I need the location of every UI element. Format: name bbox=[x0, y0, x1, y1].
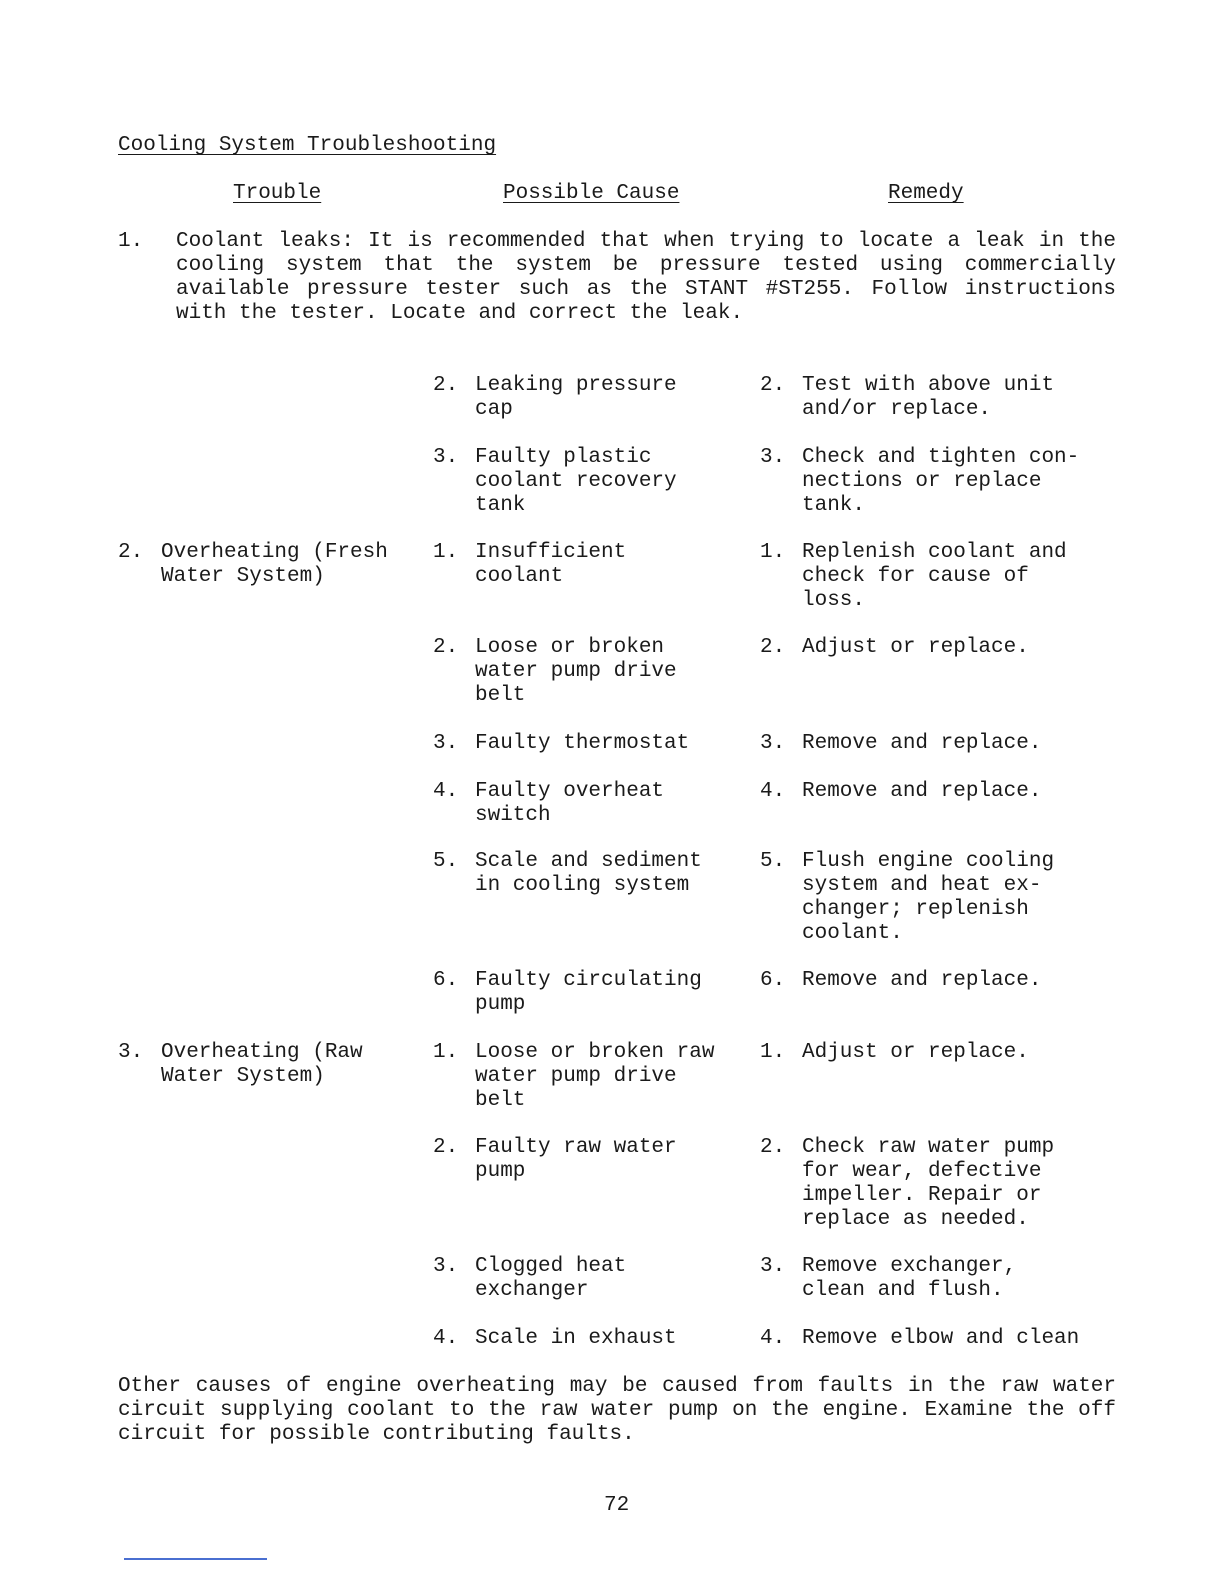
cause-number: 2. bbox=[433, 374, 459, 397]
trouble-2-description: Overheating (Fresh Water System) bbox=[161, 541, 388, 588]
cause-number: 2. bbox=[433, 636, 459, 659]
remedy-number: 3. bbox=[760, 1255, 786, 1278]
cause-number: 2. bbox=[433, 1136, 459, 1159]
remedy-text: Check raw water pump for wear, defective impeller. Repair or replace as needed. bbox=[802, 1136, 1055, 1231]
cause-number: 3. bbox=[433, 1255, 459, 1278]
remedy-text: Flush engine cooling system and heat ex- changer; replenish coolant. bbox=[802, 850, 1055, 945]
remedy-number: 6. bbox=[760, 969, 786, 992]
remedy-number: 2. bbox=[760, 636, 786, 659]
remedy-text: Remove elbow and clean bbox=[802, 1327, 1080, 1350]
page-number: 72 bbox=[604, 1494, 630, 1517]
cause-text: Insufficient coolant bbox=[475, 541, 627, 588]
remedy-text: Remove exchanger, clean and flush. bbox=[802, 1255, 1017, 1302]
cause-text: Scale in exhaust bbox=[475, 1327, 677, 1350]
cause-text: Faulty raw water pump bbox=[475, 1136, 677, 1183]
trouble-2-number: 2. bbox=[118, 541, 144, 564]
cause-text: Loose or broken water pump drive belt bbox=[475, 636, 677, 707]
remedy-number: 5. bbox=[760, 850, 786, 873]
cause-text: Leaking pressure cap bbox=[475, 374, 677, 421]
cause-text: Scale and sediment in cooling system bbox=[475, 850, 702, 897]
cause-number: 1. bbox=[433, 541, 459, 564]
remedy-text: Check and tighten con- nections or replace tank. bbox=[802, 446, 1080, 517]
bottom-rule bbox=[124, 1558, 267, 1560]
remedy-text: Remove and replace. bbox=[802, 969, 1042, 992]
remedy-text: Adjust or replace. bbox=[802, 1041, 1029, 1064]
header-trouble: Trouble bbox=[233, 182, 322, 205]
remedy-text: Adjust or replace. bbox=[802, 636, 1029, 659]
trouble-1-number: 1. bbox=[118, 230, 144, 253]
trouble-3-description: Overheating (Raw Water System) bbox=[161, 1041, 363, 1088]
remedy-number: 2. bbox=[760, 1136, 786, 1159]
header-remedy: Remedy bbox=[888, 182, 964, 205]
cause-text: Loose or broken raw water pump drive belt bbox=[475, 1041, 715, 1112]
remedy-number: 4. bbox=[760, 780, 786, 803]
remedy-number: 1. bbox=[760, 1041, 786, 1064]
remedy-number: 1. bbox=[760, 541, 786, 564]
cause-text: Faulty plastic coolant recovery tank bbox=[475, 446, 677, 517]
remedy-text: Test with above unit and/or replace. bbox=[802, 374, 1055, 421]
cause-number: 4. bbox=[433, 1327, 459, 1350]
remedy-number: 3. bbox=[760, 446, 786, 469]
header-possible-cause: Possible Cause bbox=[503, 182, 680, 205]
cause-number: 1. bbox=[433, 1041, 459, 1064]
remedy-number: 2. bbox=[760, 374, 786, 397]
remedy-text: Remove and replace. bbox=[802, 732, 1042, 755]
cause-text: Faulty overheat switch bbox=[475, 780, 665, 827]
cause-number: 3. bbox=[433, 732, 459, 755]
cause-text: Faulty thermostat bbox=[475, 732, 690, 755]
footer-paragraph: Other causes of engine overheating may be caused from faults in the raw water circuit supplying coolant to the raw water pump on the engine. Examine the off circuit for possible contributing faults. bbox=[118, 1375, 1116, 1446]
cause-number: 6. bbox=[433, 969, 459, 992]
cause-number: 3. bbox=[433, 446, 459, 469]
page-title: Cooling System Troubleshooting bbox=[118, 134, 497, 157]
remedy-text: Remove and replace. bbox=[802, 780, 1042, 803]
remedy-number: 4. bbox=[760, 1327, 786, 1350]
cause-number: 4. bbox=[433, 780, 459, 803]
trouble-3-number: 3. bbox=[118, 1041, 144, 1064]
cause-text: Clogged heat exchanger bbox=[475, 1255, 627, 1302]
cause-text: Faulty circulating pump bbox=[475, 969, 702, 1016]
remedy-number: 3. bbox=[760, 732, 786, 755]
trouble-1-description: Coolant leaks: It is recommended that when trying to locate a leak in the cooling system that the system be pressure tested using commercially available pressure tester such as the STANT #ST255. Follow instructions with the tester. Locate and correct the leak. bbox=[176, 230, 1116, 325]
cause-number: 5. bbox=[433, 850, 459, 873]
remedy-text: Replenish coolant and check for cause of loss. bbox=[802, 541, 1067, 612]
